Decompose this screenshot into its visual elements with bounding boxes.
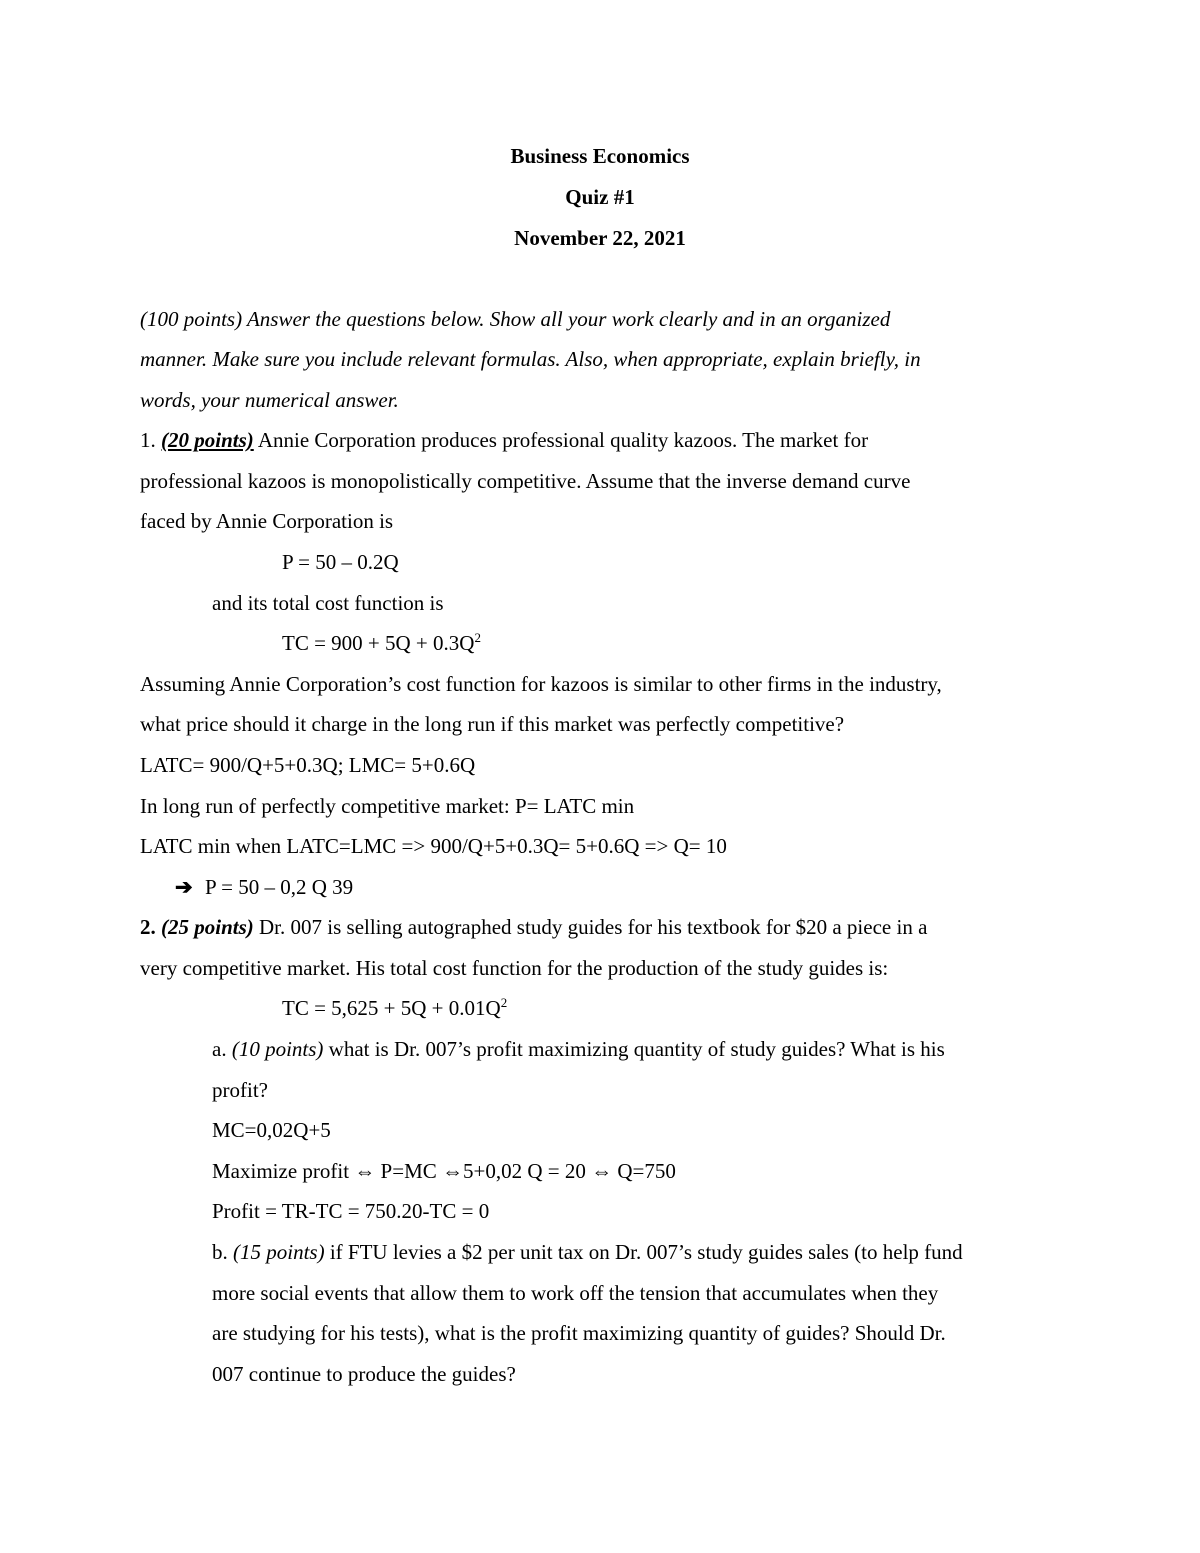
q2a-line-2: profit? xyxy=(212,1078,268,1102)
q2b-line-2: more social events that allow them to work off the tension that accumulates when they xyxy=(212,1281,939,1305)
q1-line-3: faced by Annie Corporation is xyxy=(140,509,394,533)
q2-cost-equation xyxy=(282,995,507,1021)
q2b-line-1 xyxy=(212,1239,963,1265)
q2-points: (25 points) xyxy=(161,915,254,939)
q1-cost-equation xyxy=(282,630,481,656)
q1-answer-4 xyxy=(175,874,353,900)
q2a-answer-1: MC=0,02Q+5 xyxy=(212,1118,331,1142)
instructions-line-2: manner. Make sure you include relevant formulas. Also, when appropriate, explain briefly, in xyxy=(140,347,921,371)
q1-answer-4-text: P = 50 – 0,2 Q 39 xyxy=(205,875,354,899)
q1-points: (20 points) xyxy=(161,428,254,452)
q2-tc-exponent: 2 xyxy=(500,995,508,1010)
q1-cost-intro: and its total cost function is xyxy=(212,591,444,615)
q1-question-1: Assuming Annie Corporation’s cost function for kazoos is similar to other firms in the industry, xyxy=(140,672,942,696)
q1-tc-text: TC = 900 + 5Q + 0.3Q xyxy=(282,631,475,655)
q1-line-2: professional kazoos is monopolistically competitive. Assume that the inverse demand curve xyxy=(140,469,911,493)
q2b-text: if FTU levies a $2 per unit tax on Dr. 007’s study guides sales (to help fund xyxy=(324,1240,963,1264)
q2-tc-text: TC = 5,625 + 5Q + 0.01Q xyxy=(282,996,501,1020)
q1-demand-equation: P = 50 – 0.2Q xyxy=(282,550,399,574)
course-title: Business Economics xyxy=(510,144,690,168)
q2a-text: what is Dr. 007’s profit maximizing quantity of study guides? What is his xyxy=(323,1037,945,1061)
q2a-label: a. xyxy=(212,1037,232,1061)
quiz-date: November 22, 2021 xyxy=(514,226,686,250)
q2a-points: (10 points) xyxy=(231,1037,324,1061)
q2b-label: b. xyxy=(212,1240,233,1264)
q2-line-1 xyxy=(140,914,927,940)
q2a-answer-3: Profit = TR-TC = 750.20-TC = 0 xyxy=(212,1199,490,1223)
q2b-line-4: 007 continue to produce the guides? xyxy=(212,1362,516,1386)
q1-answer-3: LATC min when LATC=LMC => 900/Q+5+0.3Q= 5+0.6Q => Q= 10 xyxy=(140,834,727,858)
q2-text-1: Dr. 007 is selling autographed study guides for his textbook for $20 a piece in a xyxy=(253,915,928,939)
quiz-title: Quiz #1 xyxy=(565,185,635,209)
q1-text-1: Annie Corporation produces professional quality kazoos. The market for xyxy=(253,428,869,452)
right-arrow-icon: ➔ xyxy=(175,875,193,899)
q2-line-2: very competitive market. His total cost function for the production of the study guides is: xyxy=(140,956,889,980)
q1-line-1 xyxy=(140,427,868,453)
q2a-answer-2: Maximize profit ⇔ P=MC ⇔5+0,02 Q = 20 ⇔ Q=750 xyxy=(212,1159,676,1183)
q1-tc-exponent: 2 xyxy=(474,630,481,645)
q2b-line-3: are studying for his tests), what is the profit maximizing quantity of guides? Should Dr. xyxy=(212,1321,946,1345)
q2a-line-1 xyxy=(212,1036,945,1062)
q2b-points: (15 points) xyxy=(233,1240,325,1264)
instructions-line-3: words, your numerical answer. xyxy=(140,388,399,412)
q1-number: 1. xyxy=(140,428,161,452)
q1-answer-1: LATC= 900/Q+5+0.3Q; LMC= 5+0.6Q xyxy=(140,753,476,777)
q2-number: 2. xyxy=(140,915,161,939)
q1-answer-2: In long run of perfectly competitive market: P= LATC min xyxy=(140,794,635,818)
instructions-line-1: (100 points) Answer the questions below. Show all your work clearly and in an organized xyxy=(140,307,891,331)
q1-question-2: what price should it charge in the long run if this market was perfectly competitive? xyxy=(140,712,845,736)
